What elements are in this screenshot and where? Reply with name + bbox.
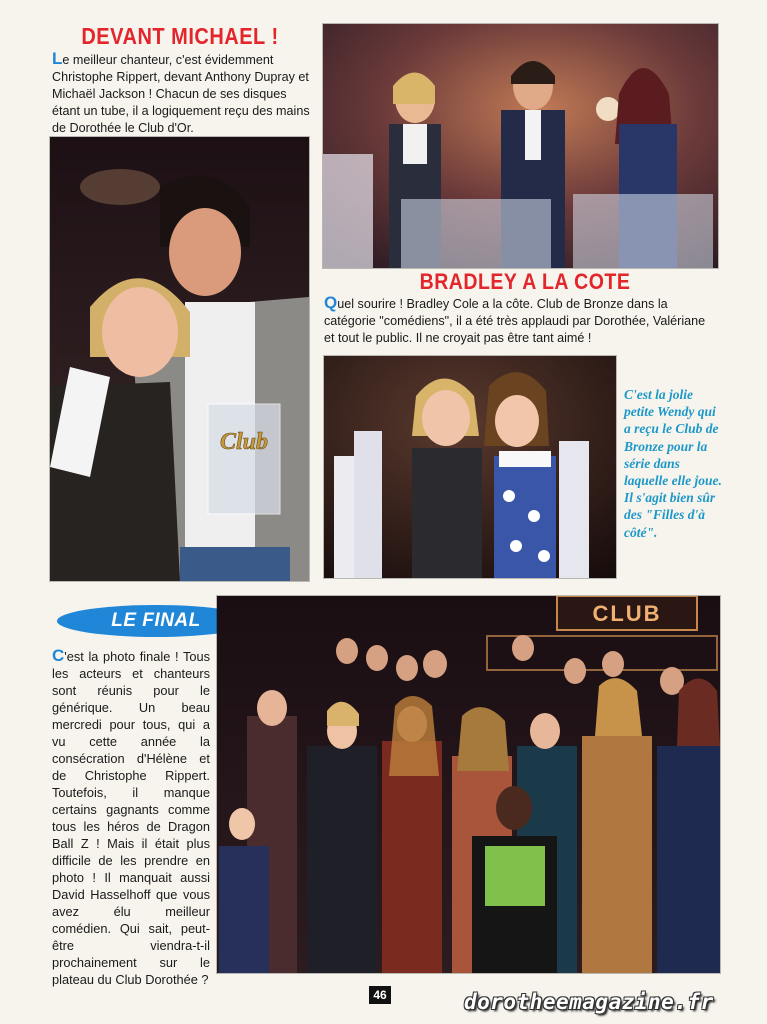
article-paragraph-1 — [52, 50, 314, 137]
photo-group-final — [217, 596, 720, 973]
page-number: 46 — [369, 986, 391, 1004]
section-badge-le-final: LE FINAL — [57, 605, 255, 637]
side-caption-wendy: C'est la jolie petite Wendy qui a reçu le Club de Bronze pour la série dans laquelle elle joue. Il s'agit bien sûr des "Filles d'à côté". — [624, 387, 722, 540]
site-watermark: dorotheemagazine.fr — [464, 990, 714, 1014]
dropcap-c: C — [52, 646, 65, 665]
photo-stage-presentation — [323, 24, 718, 268]
article-paragraph-2 — [324, 294, 719, 347]
article-paragraph-3 — [52, 647, 210, 988]
heading-bradley-a-la-cote: BRADLEY A LA COTE — [419, 269, 631, 295]
paragraph-2-text: uel sourire ! Bradley Cole a la côte. Club de Bronze dans la catégorie "comédiens", il a été très applaudi par Dorothée, Valériane et tout le public. Il ne croyait pas être tant aimé ! — [324, 297, 706, 345]
club-neon-sign: CLUB — [592, 601, 662, 626]
paragraph-1-text: e meilleur chanteur, c'est évidemment Christophe Rippert, devant Anthony Dupray et Michaël Jackson ! Chacun de ses disques étant un tube, il a logiquement reçu des mains de Dorothée le Club d'Or. — [52, 53, 310, 135]
photo-couple-with-trophy — [50, 137, 309, 581]
trophy-club-label: Club — [219, 429, 269, 455]
paragraph-3-text: 'est la photo finale ! Tous les acteurs et chanteurs sont réunis pour le générique. Un beau mercredi pour tous, qui a vu cette année la consécration d'Hélène et de Christophe Rippert. Toutefois, il manque certains gagnants comme tous les héros de Dragon Ball Z ! Mais il était plus difficile de les prendre en photo ! Il manquait aussi David Hasselhoff que vous avez élu meilleur comédien. Qui sait, peut-être viendra-t-il prochainement sur le plateau du Club Dorothée ? — [52, 649, 210, 987]
dropcap-l: L — [52, 49, 63, 68]
photo-wendy-award — [324, 356, 616, 578]
dropcap-q: Q — [324, 293, 338, 312]
heading-devant-michael: DEVANT MICHAEL ! — [81, 24, 279, 50]
